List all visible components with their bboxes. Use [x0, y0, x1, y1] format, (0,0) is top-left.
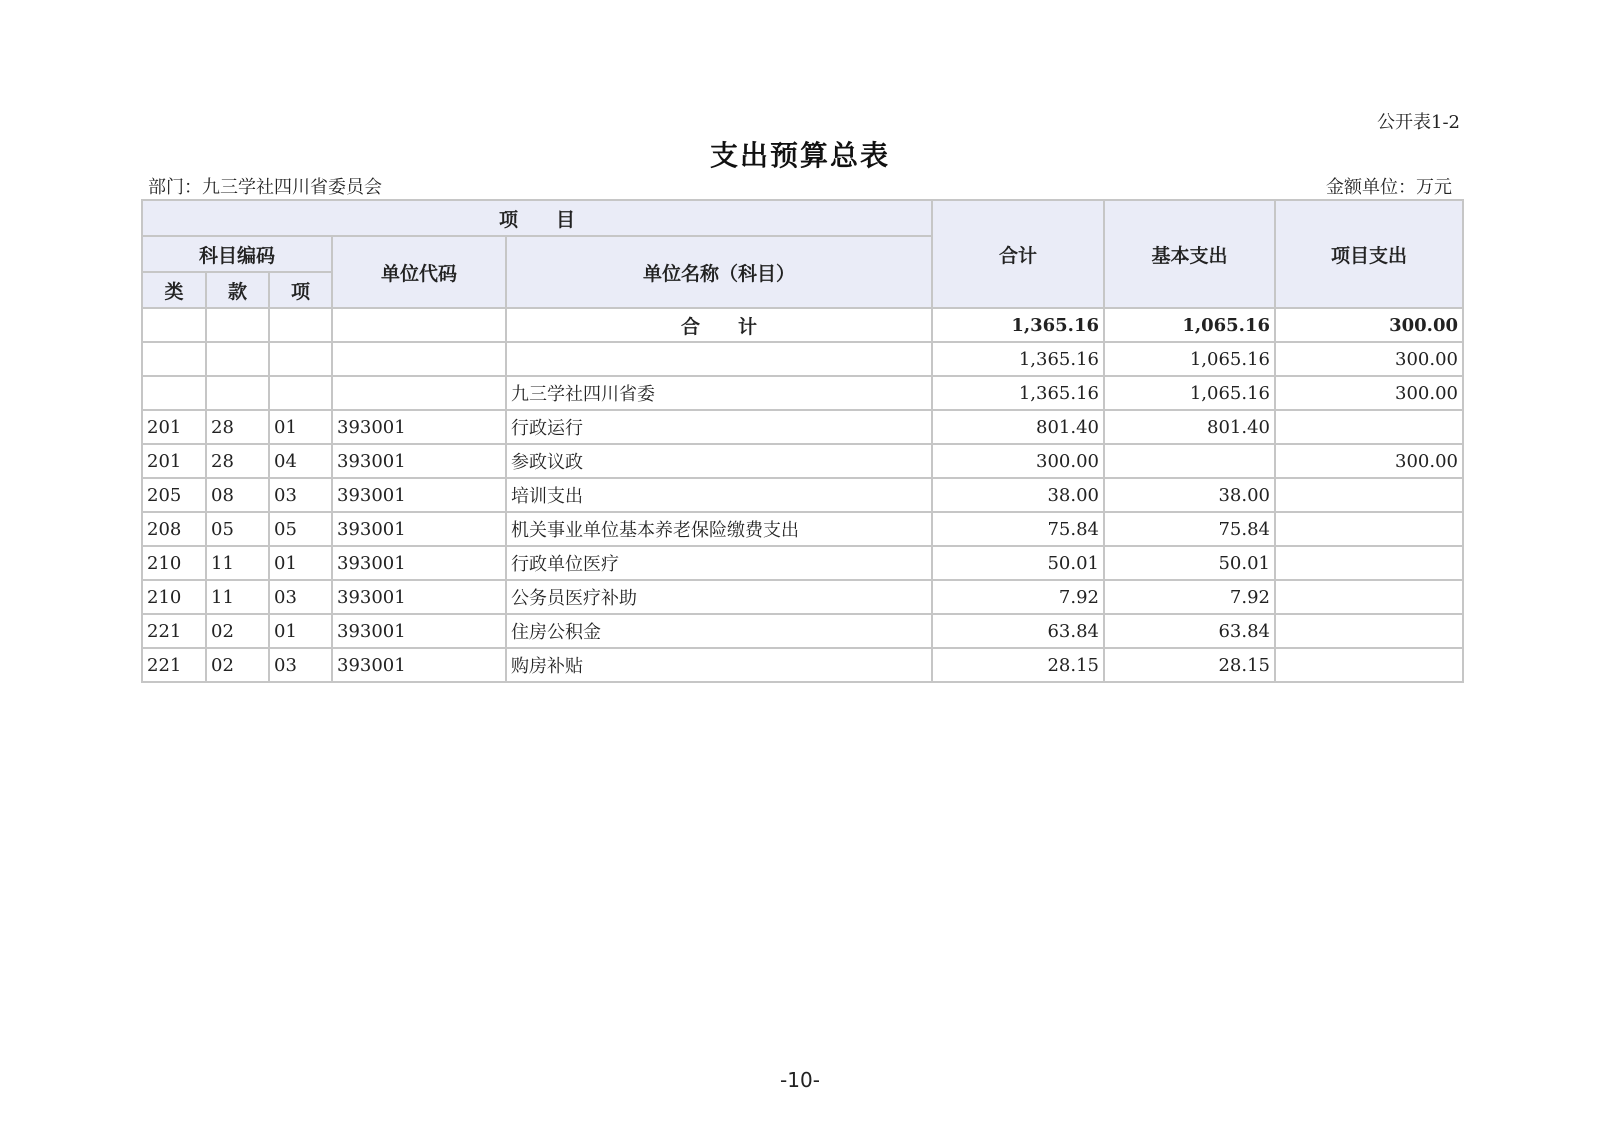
header-project-expenditure: 项目支出 [1275, 200, 1463, 308]
cell-lei: 221 [142, 648, 206, 682]
cell-total: 1,365.16 [932, 342, 1104, 376]
cell-xiang [269, 308, 332, 342]
cell-xiang: 01 [269, 546, 332, 580]
cell-project [1275, 512, 1463, 546]
cell-basic: 1,065.16 [1104, 342, 1275, 376]
cell-xiang: 03 [269, 478, 332, 512]
cell-project [1275, 648, 1463, 682]
table-row [142, 580, 1463, 614]
cell-basic: 7.92 [1104, 580, 1275, 614]
cell-unit-code: 393001 [332, 614, 506, 648]
cell-kuan [206, 342, 269, 376]
cell-kuan: 28 [206, 410, 269, 444]
cell-unit-code [332, 342, 506, 376]
cell-total: 7.92 [932, 580, 1104, 614]
cell-unit-code: 393001 [332, 512, 506, 546]
cell-basic: 28.15 [1104, 648, 1275, 682]
cell-lei: 205 [142, 478, 206, 512]
table-row-total [142, 308, 1463, 342]
cell-lei [142, 308, 206, 342]
cell-xiang: 03 [269, 648, 332, 682]
cell-basic: 38.00 [1104, 478, 1275, 512]
cell-unit-code [332, 308, 506, 342]
cell-kuan: 11 [206, 546, 269, 580]
cell-xiang: 04 [269, 444, 332, 478]
cell-lei: 208 [142, 512, 206, 546]
table-row [142, 512, 1463, 546]
header-basic-expenditure: 基本支出 [1104, 200, 1275, 308]
cell-lei [142, 342, 206, 376]
header-project: 项 目 [142, 200, 932, 236]
cell-xiang [269, 342, 332, 376]
header-unit-code: 单位代码 [332, 236, 506, 308]
table-row [142, 342, 1463, 376]
header-unit-name: 单位名称（科目） [506, 236, 932, 308]
cell-lei: 221 [142, 614, 206, 648]
cell-kuan [206, 376, 269, 410]
cell-unit-code [332, 376, 506, 410]
cell-kuan: 11 [206, 580, 269, 614]
header-lei: 类 [142, 272, 206, 308]
table-row [142, 410, 1463, 444]
cell-lei: 201 [142, 410, 206, 444]
table-row [142, 614, 1463, 648]
cell-unit-name: 参政议政 [506, 444, 932, 478]
table-row [142, 648, 1463, 682]
cell-basic [1104, 444, 1275, 478]
cell-kuan: 08 [206, 478, 269, 512]
cell-project [1275, 580, 1463, 614]
cell-basic: 1,065.16 [1104, 376, 1275, 410]
cell-lei: 210 [142, 546, 206, 580]
cell-project [1275, 614, 1463, 648]
header-subject-code: 科目编码 [142, 236, 332, 272]
cell-project: 300.00 [1275, 376, 1463, 410]
cell-unit-code: 393001 [332, 478, 506, 512]
cell-total: 1,365.16 [932, 376, 1104, 410]
page-title: 支出预算总表 [709, 139, 890, 172]
cell-project: 300.00 [1275, 308, 1463, 342]
cell-unit-name: 九三学社四川省委 [506, 376, 932, 410]
table-code: 公开表1-2 [1377, 112, 1460, 133]
cell-unit-name: 合 计 [506, 308, 932, 342]
cell-total: 63.84 [932, 614, 1104, 648]
cell-unit-code: 393001 [332, 648, 506, 682]
expenditure-budget-table [141, 199, 1464, 683]
cell-kuan: 28 [206, 444, 269, 478]
cell-xiang: 05 [269, 512, 332, 546]
cell-unit-code: 393001 [332, 444, 506, 478]
cell-unit-name: 住房公积金 [506, 614, 932, 648]
cell-unit-code: 393001 [332, 410, 506, 444]
cell-basic: 75.84 [1104, 512, 1275, 546]
cell-unit-name: 公务员医疗补助 [506, 580, 932, 614]
header-kuan: 款 [206, 272, 269, 308]
table-row [142, 376, 1463, 410]
cell-project [1275, 546, 1463, 580]
table-row [142, 444, 1463, 478]
cell-kuan [206, 308, 269, 342]
cell-project: 300.00 [1275, 444, 1463, 478]
cell-lei: 201 [142, 444, 206, 478]
table-row [142, 478, 1463, 512]
cell-basic: 50.01 [1104, 546, 1275, 580]
department-label: 部门：九三学社四川省委员会 [148, 177, 382, 198]
cell-kuan: 05 [206, 512, 269, 546]
table-row [142, 546, 1463, 580]
page-number: -10- [780, 1068, 820, 1092]
cell-xiang: 01 [269, 410, 332, 444]
cell-total: 300.00 [932, 444, 1104, 478]
cell-kuan: 02 [206, 614, 269, 648]
cell-project [1275, 410, 1463, 444]
cell-unit-code: 393001 [332, 580, 506, 614]
cell-xiang: 03 [269, 580, 332, 614]
cell-unit-name: 行政单位医疗 [506, 546, 932, 580]
cell-xiang [269, 376, 332, 410]
cell-xiang: 01 [269, 614, 332, 648]
cell-basic: 1,065.16 [1104, 308, 1275, 342]
amount-unit-label: 金额单位：万元 [1326, 177, 1452, 198]
cell-total: 38.00 [932, 478, 1104, 512]
cell-unit-name: 购房补贴 [506, 648, 932, 682]
cell-total: 75.84 [932, 512, 1104, 546]
cell-total: 1,365.16 [932, 308, 1104, 342]
header-total: 合计 [932, 200, 1104, 308]
cell-basic: 801.40 [1104, 410, 1275, 444]
cell-unit-code: 393001 [332, 546, 506, 580]
cell-kuan: 02 [206, 648, 269, 682]
cell-unit-name [506, 342, 932, 376]
header-xiang: 项 [269, 272, 332, 308]
cell-total: 801.40 [932, 410, 1104, 444]
cell-total: 28.15 [932, 648, 1104, 682]
cell-unit-name: 行政运行 [506, 410, 932, 444]
cell-basic: 63.84 [1104, 614, 1275, 648]
cell-unit-name: 机关事业单位基本养老保险缴费支出 [506, 512, 932, 546]
cell-total: 50.01 [932, 546, 1104, 580]
cell-lei [142, 376, 206, 410]
cell-unit-name: 培训支出 [506, 478, 932, 512]
cell-project [1275, 478, 1463, 512]
cell-lei: 210 [142, 580, 206, 614]
cell-project: 300.00 [1275, 342, 1463, 376]
